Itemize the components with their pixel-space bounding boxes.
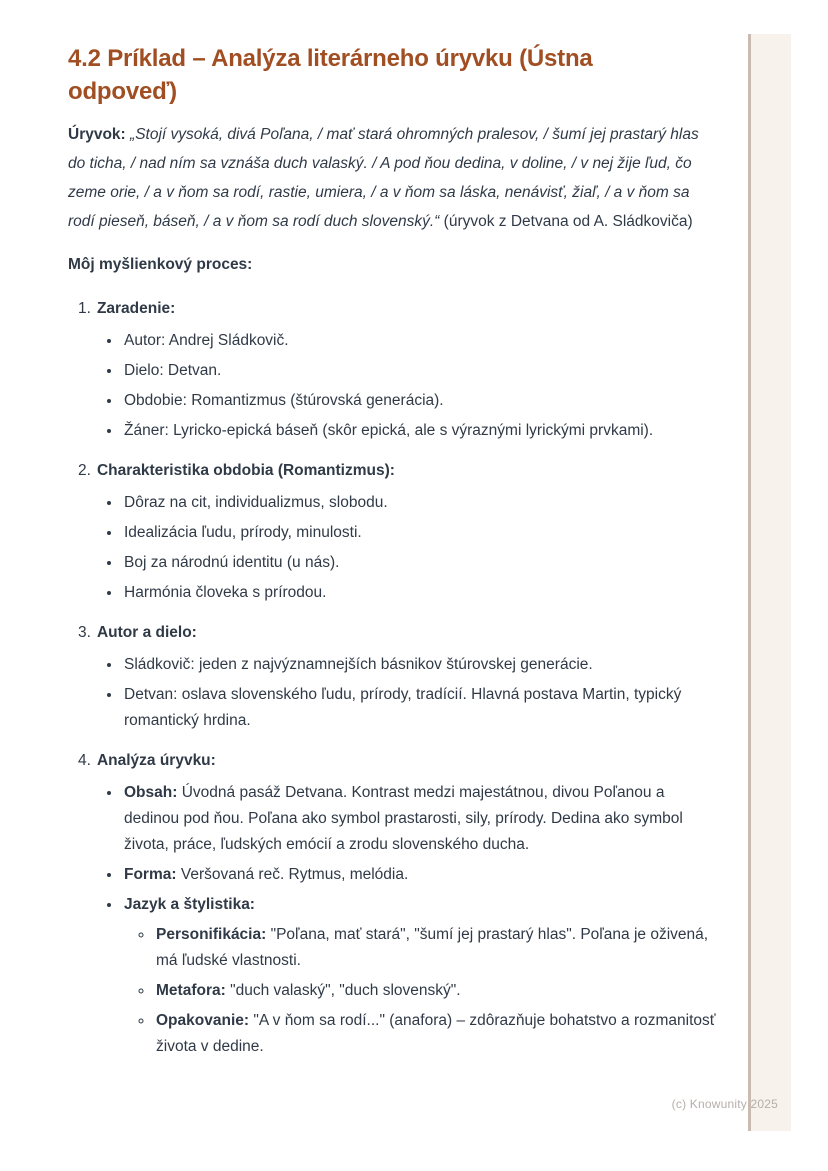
excerpt-paragraph bbox=[68, 120, 716, 236]
sub-bullet-list bbox=[124, 922, 716, 1060]
section-head bbox=[68, 296, 716, 322]
bullet-item bbox=[122, 388, 716, 414]
item-label: Obsah: bbox=[124, 784, 178, 801]
bullet-list bbox=[68, 328, 716, 444]
item-text: Autor: Andrej Sládkovič. bbox=[124, 332, 289, 349]
bullet-item bbox=[122, 780, 716, 858]
list-section bbox=[68, 458, 716, 606]
item-label: Opakovanie: bbox=[156, 1012, 250, 1029]
section-head bbox=[68, 458, 716, 484]
bullet-item bbox=[122, 490, 716, 516]
item-label: Forma: bbox=[124, 866, 177, 883]
list-section bbox=[68, 296, 716, 444]
sub-bullet-item bbox=[154, 1008, 716, 1060]
item-text: Dielo: Detvan. bbox=[124, 362, 222, 379]
page-content bbox=[68, 42, 716, 1064]
item-text: Obdobie: Romantizmus (štúrovská generácia). bbox=[124, 392, 444, 409]
bullet-item bbox=[122, 328, 716, 354]
page-title: 4.2 Príklad – Analýza literárneho úryvku (Ústna odpoveď) bbox=[68, 45, 593, 105]
section-heading: Analýza úryvku: bbox=[96, 752, 216, 769]
item-text: Harmónia človeka s prírodou. bbox=[124, 584, 327, 601]
item-label: Jazyk a štylistika: bbox=[124, 896, 255, 913]
section-number: 1. bbox=[78, 300, 91, 317]
bullet-item bbox=[122, 358, 716, 384]
item-text: Úvodná pasáž Detvana. Kontrast medzi majestátnou, divou Poľanou a dedinou pod ňou. Poľana ako symbol prastarosti, sily, prírody. Dedina ako symbol života, práce, ľudských emócií a zrodu slovenského ducha. bbox=[124, 784, 683, 853]
bullet-item bbox=[122, 652, 716, 678]
section-number: 2. bbox=[78, 462, 91, 479]
section-heading: Autor a dielo: bbox=[96, 624, 197, 641]
item-text: "A v ňom sa rodí..." (anafora) – zdôrazňuje bohatstvo a rozmanitosť života v dedine. bbox=[156, 1012, 716, 1055]
page-edge-stripe bbox=[748, 34, 791, 1131]
sub-bullet-item bbox=[154, 922, 716, 974]
bullet-list bbox=[68, 780, 716, 1060]
sub-bullet-item bbox=[154, 978, 716, 1004]
section-number: 3. bbox=[78, 624, 91, 641]
list-section bbox=[68, 620, 716, 734]
item-text: Žáner: Lyricko-epická báseň (skôr epická, ale s výraznými lyrickými prvkami). bbox=[124, 422, 654, 439]
section-heading: Charakteristika obdobia (Romantizmus): bbox=[96, 462, 395, 479]
process-heading: Môj myšlienkový proces: bbox=[68, 256, 253, 273]
item-text: Detvan: oslava slovenského ľudu, prírody, tradícií. Hlavná postava Martin, typický romantický hrdina. bbox=[124, 686, 682, 729]
item-text: Boj za národnú identitu (u nás). bbox=[124, 554, 340, 571]
thought-process-list bbox=[68, 296, 716, 1060]
excerpt-attribution: (úryvok z Detvana od A. Sládkoviča) bbox=[443, 213, 693, 230]
bullet-list bbox=[68, 652, 716, 734]
item-text: "Poľana, mať stará", "šumí jej prastarý hlas". Poľana je oživená, má ľudské vlastnosti. bbox=[156, 926, 709, 969]
section-heading: Zaradenie: bbox=[96, 300, 176, 317]
item-label: Personifikácia: bbox=[156, 926, 267, 943]
bullet-item bbox=[122, 418, 716, 444]
item-label: Metafora: bbox=[156, 982, 226, 999]
item-text: Sládkovič: jeden z najvýznamnejších básnikov štúrovskej generácie. bbox=[124, 656, 593, 673]
bullet-item bbox=[122, 682, 716, 734]
section-head bbox=[68, 748, 716, 774]
bullet-item bbox=[122, 520, 716, 546]
item-text: Idealizácia ľudu, prírody, minulosti. bbox=[124, 524, 362, 541]
section-number: 4. bbox=[78, 752, 91, 769]
section-head bbox=[68, 620, 716, 646]
bullet-item bbox=[122, 580, 716, 606]
excerpt-label: Úryvok: bbox=[68, 126, 126, 143]
item-text: Dôraz na cit, individualizmus, slobodu. bbox=[124, 494, 388, 511]
item-text: Veršovaná reč. Rytmus, melódia. bbox=[180, 866, 409, 883]
excerpt-quote: „Stojí vysoká, divá Poľana, / mať stará ohromných pralesov, / šumí jej prastarý hlas do ticha, / nad ním sa vznáša duch valaský. / A pod ňou dedina, v doline, / v nej žije ľud, čo zeme orie, / a v ňom sa rodí, rastie, umiera, / a v ňom sa láska, nenávisť, žiaľ, / a v ňom sa rodí pieseň, báseň, / a v ňom sa rodí duch slovenský.“ bbox=[68, 126, 699, 230]
bullet-list bbox=[68, 490, 716, 606]
list-section bbox=[68, 748, 716, 1060]
bullet-item bbox=[122, 892, 716, 1060]
bullet-item bbox=[122, 550, 716, 576]
item-text: "duch valaský", "duch slovenský". bbox=[230, 982, 461, 999]
bullet-item bbox=[122, 862, 716, 888]
watermark: (c) Knowunity 2025 bbox=[671, 1097, 778, 1111]
